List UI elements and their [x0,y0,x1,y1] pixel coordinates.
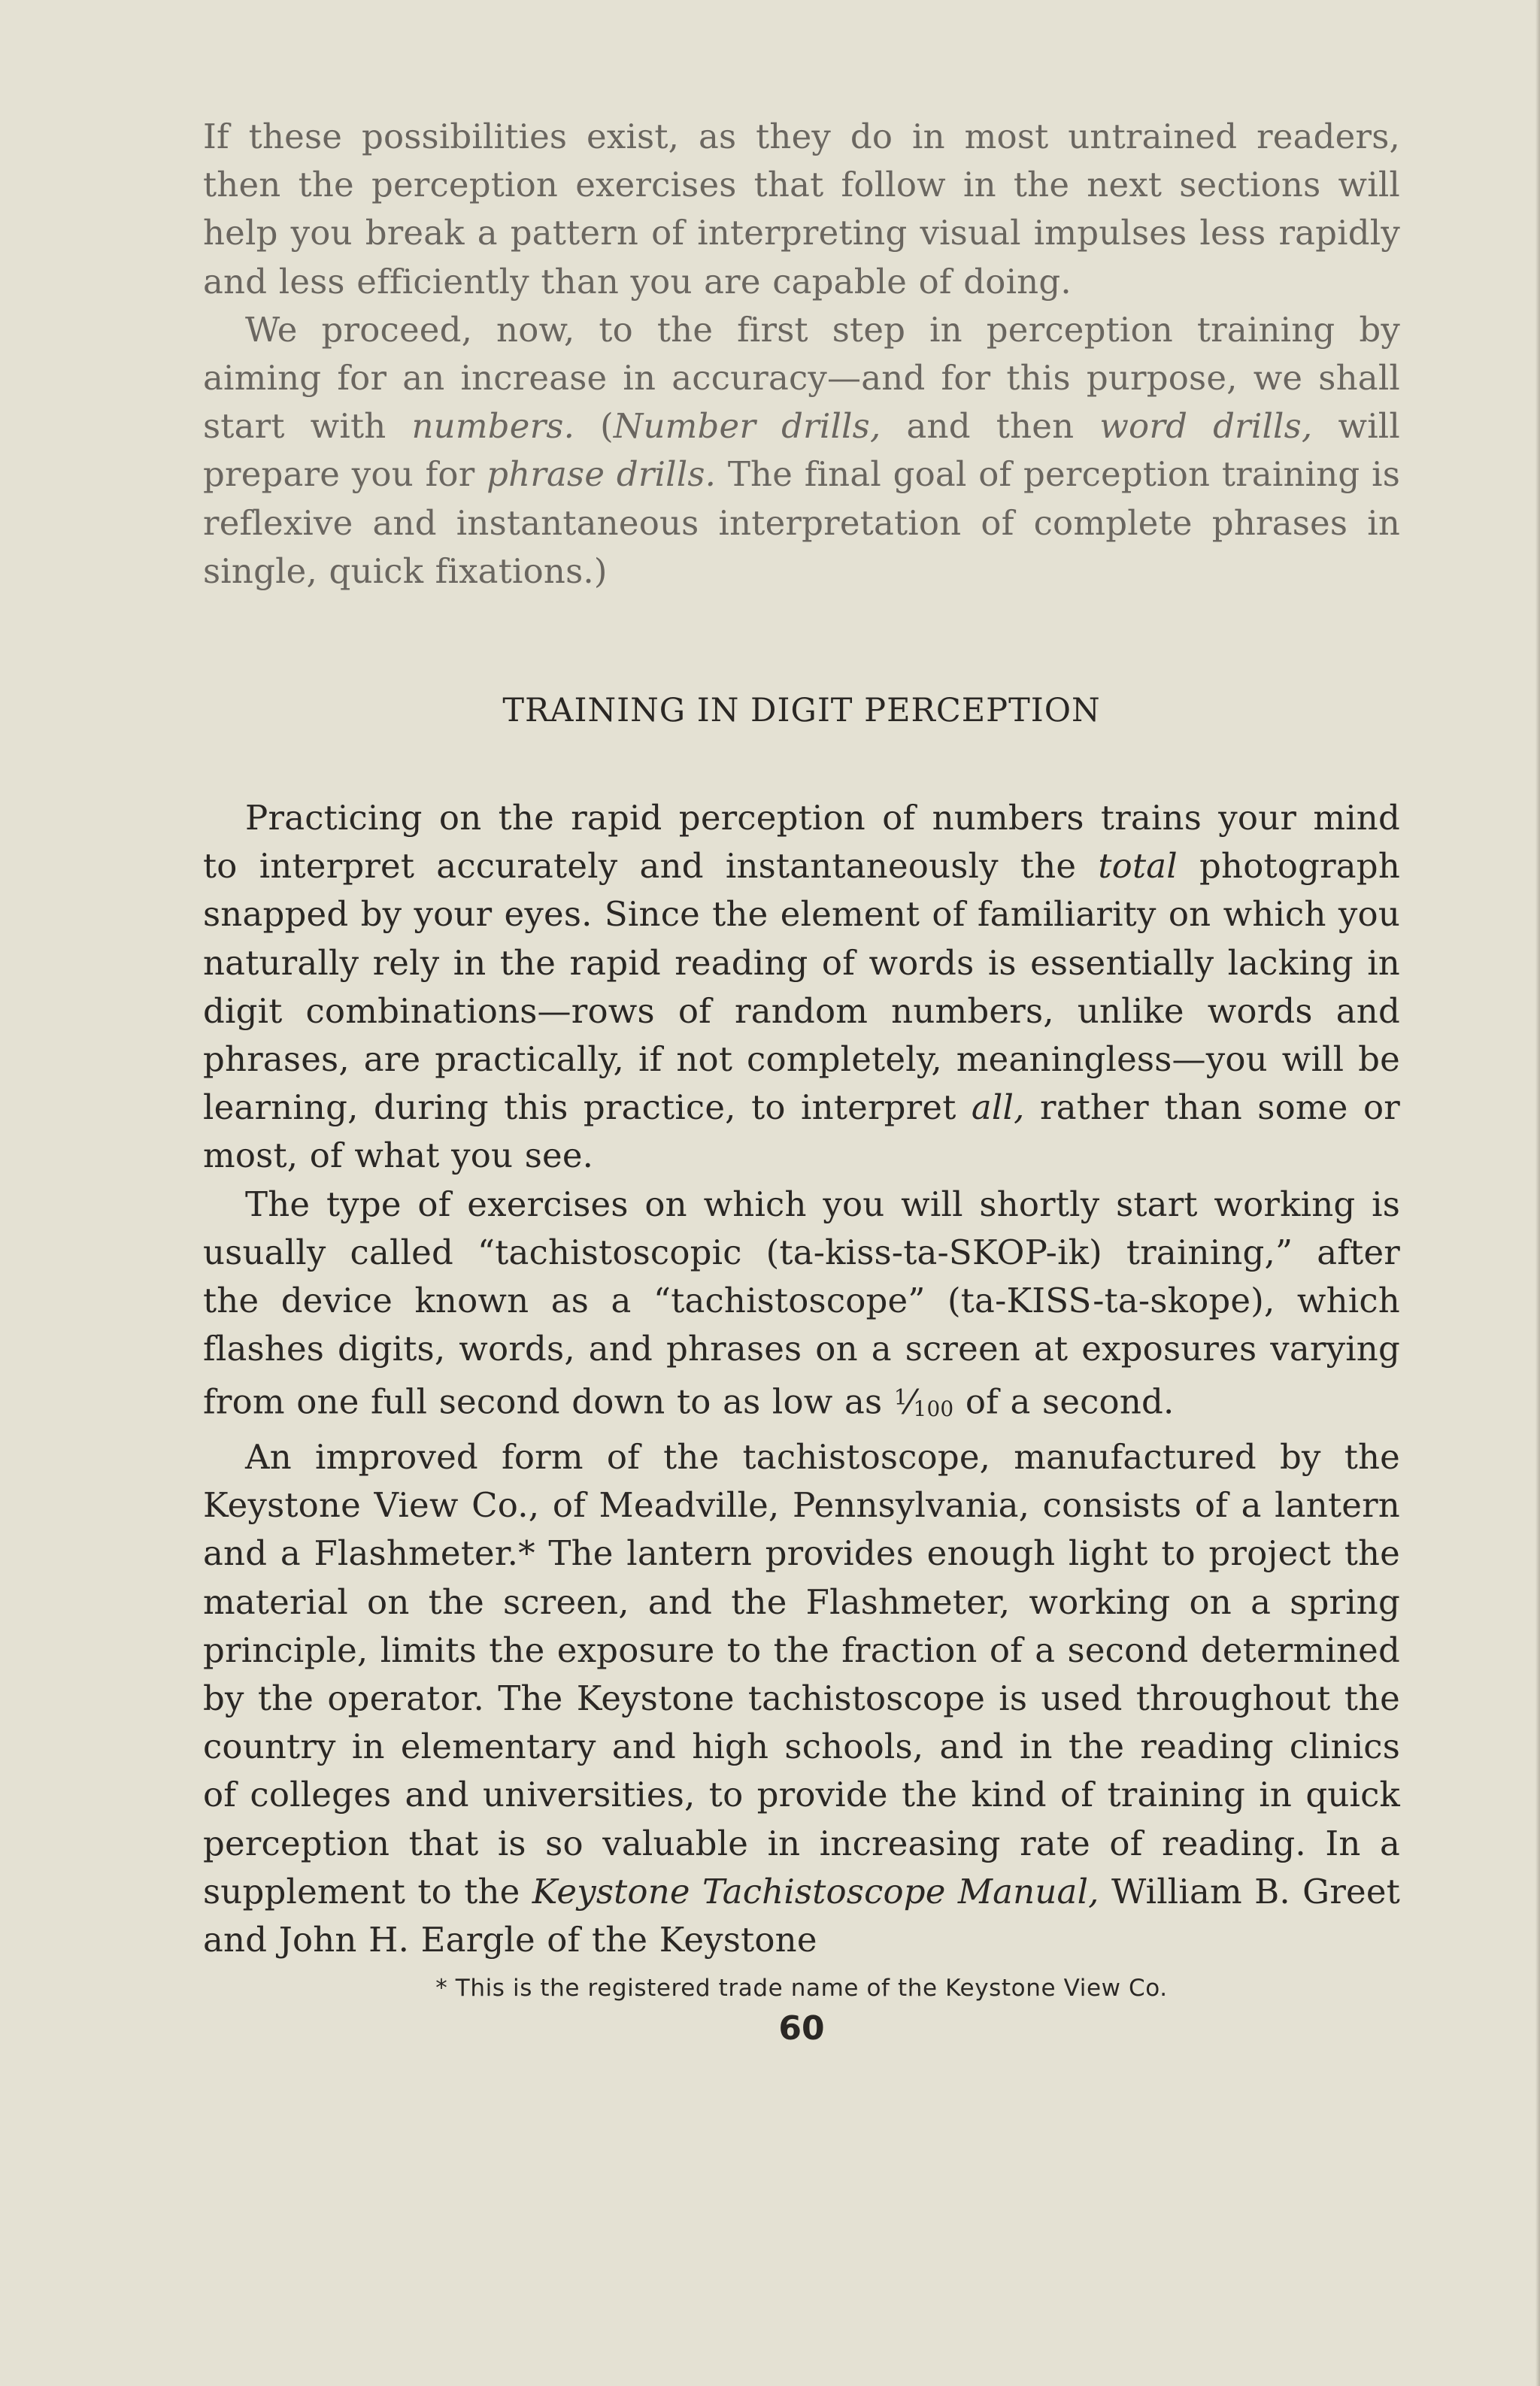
section-body-text [203,794,1400,1964]
italic-text: Number drills, [613,406,881,447]
intro-paragraph: If these possibilities exist, as they do in most untrained readers, then the perception exercises that follow in the next sections will help you break a pattern of interpreting visual impulses less rapidly and less efficiently than you are capable of doing. [203,117,1400,302]
body-paragraph: Practicing on the rapid perception of numbers trains your mind to interpret accurately and instantaneously the total photograph snapped by your eyes. Since the element of familiarity on which you naturally rely in the rapid reading of words is essentially lacking in digit combinations—rows of random numbers, unlike words and phrases, are practically, if not completely, meaningless—you will be learning, during this practice, to interpret all, rather than some or most, of what you see. [203,798,1400,1176]
book-page [203,113,1400,2048]
italic-text: word drills, [1099,406,1313,447]
body-paragraph: An improved form of the tachistoscope, manufactured by the Keystone View Co., of Meadville, Pennsylvania, consists of a lantern and a Flashmeter.* The lantern provides enough light to project the material on the screen, and the Flashmeter, working on a spring principle, limits the exposure to the fraction of a second determined by the operator. The Keystone tachistoscope is used throughout the country in elementary and high schools, and in the reading clinics of colleges and universities, to provide the kind of training in quick perception that is so valuable in increasing rate of reading. In a supplement to the Keystone Tachistoscope Manual, William B. Greet and John H. Eargle of the Keystone [203,1436,1400,1960]
italic-text: all, [971,1087,1025,1128]
intro-paragraph: We proceed, now, to the first step in perception training by aiming for an increase in accuracy—and for this purpose, we shall start with numbers. (Number drills, and then word drills, will prepare you for phrase drills. The final goal of perception training is reflexive and instantaneous interpretation of complete phrases in single, quick fixations.) [203,309,1400,591]
intro-text [203,113,1400,596]
section-heading: TRAINING IN DIGIT PERCEPTION [502,692,1101,729]
italic-text: total [1098,846,1178,887]
body-paragraph: The type of exercises on which you will shortly start working is usually called “tachistoscopic (ta-kiss-ta-SKOP-ik) training,” after the device known as a “tachistoscope” (ta-KISS-ta-skope), which flashes digits, words, and phrases on a screen at exposures varying from one full second down to as low as $^1$⁄100 of a second. [203,1184,1400,1422]
fraction: $^1$⁄100 [893,1381,954,1422]
italic-text: numbers. [411,406,575,447]
page-edge-shadow [1535,0,1540,2386]
page-number: 60 [778,2009,825,2048]
italic-text: phrase drills. [487,454,717,495]
italic-text: Keystone Tachistoscope Manual, [532,1871,1099,1912]
footnote: * This is the registered trade name of the Keystone View Co. [435,1975,1168,2002]
